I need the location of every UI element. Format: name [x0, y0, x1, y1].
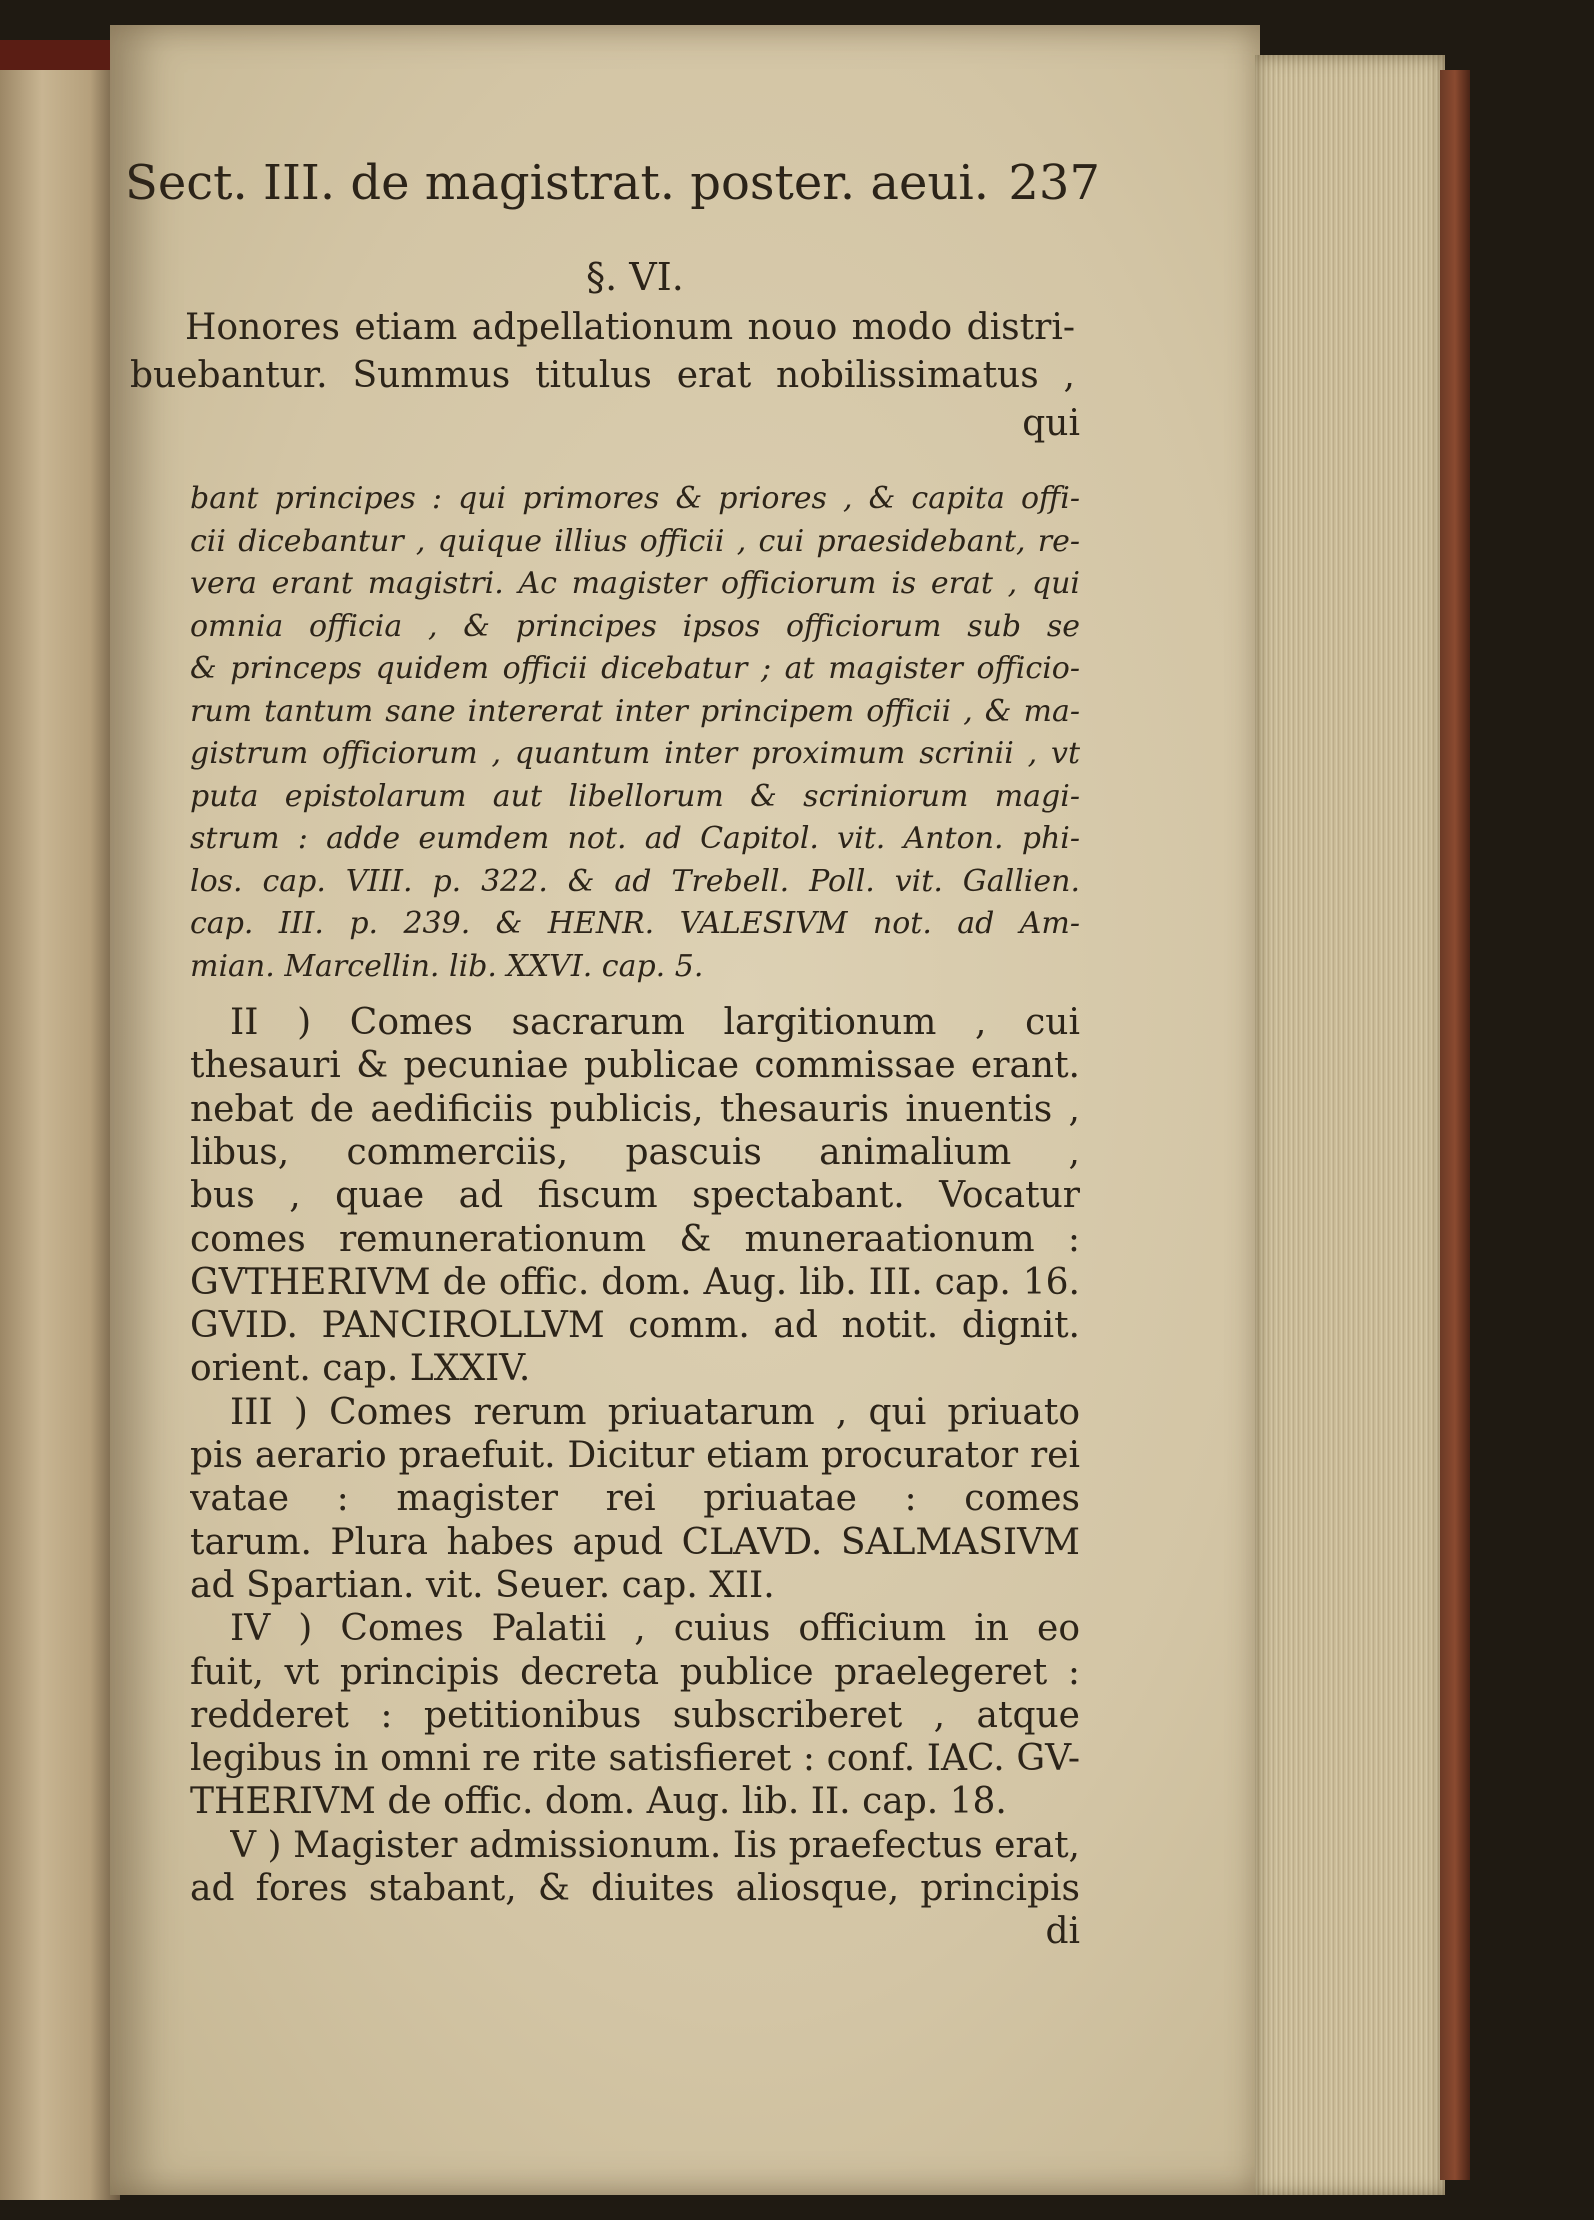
body-line: GVID. PANCIROLLVM comm. ad notit. dignit.: [190, 1305, 1080, 1347]
intro-line: Honores etiam adpellationum nouo modo distri-: [185, 307, 1075, 348]
section-heading: §. VI.: [586, 255, 684, 299]
notes-line: mian. Marcellin. lib. XXVI. cap. 5.: [190, 948, 704, 984]
body-line: III ) Comes rerum priuatarum , qui priuato: [230, 1391, 1080, 1433]
notes-line: bant principes : qui primores & priores , & capita offi-: [190, 481, 1080, 516]
notes-line: rum tantum sane intererat inter principem officii , & ma-: [190, 693, 1080, 729]
notes-line: strum : adde eumdem not. ad Capitol. vit. Anton. phi-: [190, 821, 1080, 856]
page-block-edges: [1255, 55, 1445, 2195]
running-header: [125, 155, 1100, 211]
body-line: IV ) Comes Palatii , cuius officium in eo: [230, 1608, 1080, 1650]
notes-line: gistrum officiorum , quantum inter proximum scrinii , vt: [190, 736, 1080, 771]
notes-line: cap. III. p. 239. & HENR. VALESIVM not. ad Am-: [190, 906, 1080, 941]
body-line: bus , quae ad fiscum spectabant. Vocatur: [190, 1175, 1080, 1217]
body-line: nebat de aedificiis publicis, thesauris inuentis ,: [190, 1088, 1080, 1130]
body-line: libus, commerciis, pascuis animalium ,: [190, 1131, 1080, 1173]
notes-line: & princeps quidem officii dicebatur ; at magister officio-: [190, 651, 1080, 686]
body-line: vatae : magister rei priuatae : comes: [190, 1478, 1080, 1520]
body-line: legibus in omni re rite satisfieret : conf. IAC. GV-: [190, 1738, 1080, 1780]
body-line: tarum. Plura habes apud CLAVD. SALMASIVM: [190, 1521, 1080, 1563]
body-line: fuit, vt principis decreta publice praelegeret :: [190, 1651, 1080, 1693]
body-line: GVTHERIVM de offic. dom. Aug. lib. III. cap. 16.: [190, 1261, 1080, 1303]
notes-line: los. cap. VIII. p. 322. & ad Trebell. Poll. vit. Gallien.: [190, 863, 1080, 899]
notes-line: omnia officia , & principes ipsos officiorum sub se: [190, 608, 1080, 644]
body-line: orient. cap. LXXIV.: [190, 1348, 531, 1390]
notes-line: cii dicebantur , quique illius officii , cui praesidebant, re-: [190, 523, 1080, 559]
page-number: 237: [1008, 155, 1100, 211]
body-line: comes remunerationum & muneraationum :: [190, 1218, 1080, 1260]
notes-line: vera erant magistri. Ac magister officiorum is erat , qui: [190, 566, 1080, 601]
body-line: thesauri & pecuniae publicae commissae erant.: [190, 1045, 1080, 1087]
intro-line: buebantur. Summus titulus erat nobilissimatus ,: [130, 355, 1075, 396]
body-line: pis aerario praefuit. Dicitur etiam procurator rei: [190, 1435, 1080, 1476]
facing-page-edge: [0, 40, 120, 2200]
body-line: redderet : petitionibus subscriberet , atque: [190, 1694, 1080, 1736]
body-line: di: [1045, 1911, 1080, 1953]
running-head: Sect. III. de magistrat. poster. aeui.: [125, 155, 989, 211]
body-line: II ) Comes sacrarum largitionum , cui: [230, 1002, 1080, 1043]
notes-line: puta epistolarum aut libellorum & scriniorum magi-: [190, 778, 1080, 814]
body-line: ad fores stabant, & diuites aliosque, principis: [190, 1868, 1080, 1909]
body-line: V ) Magister admissionum. Iis praefectus erat,: [230, 1824, 1080, 1866]
intro-line: qui: [1022, 403, 1080, 444]
body-line: ad Spartian. vit. Seuer. cap. XII.: [190, 1564, 775, 1606]
book-cover-edge: [1440, 70, 1470, 2180]
body-line: THERIVM de offic. dom. Aug. lib. II. cap. 18.: [190, 1781, 1007, 1823]
